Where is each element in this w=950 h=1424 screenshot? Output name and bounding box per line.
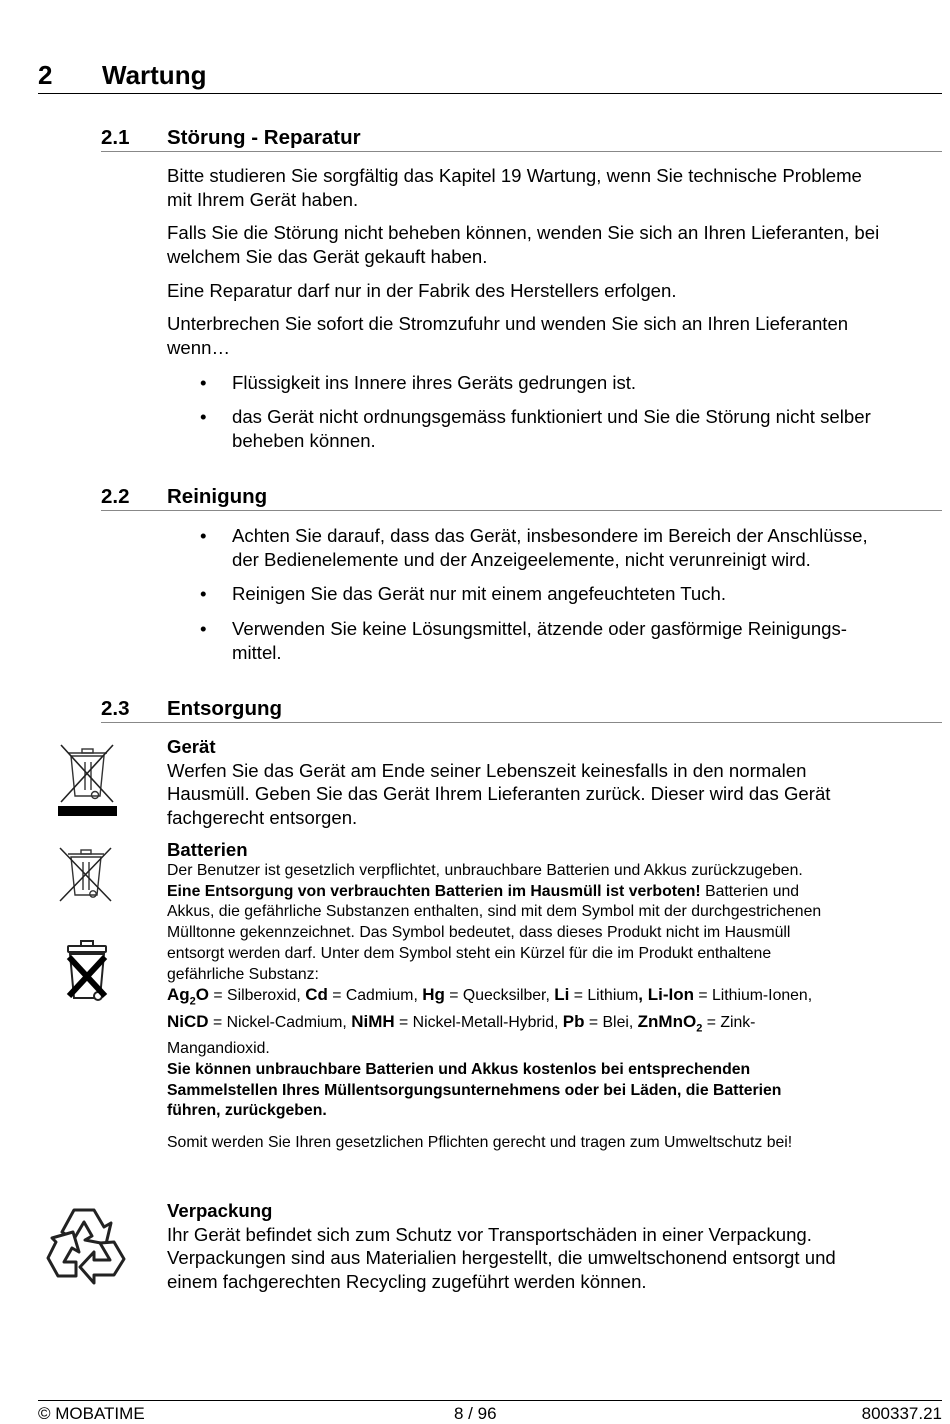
text-fragment: = Zink-	[702, 1014, 756, 1032]
section-heading-2-2	[101, 485, 942, 511]
text-line: Achten Sie darauf, dass das Gerät, insbesondere im Bereich der Anschlüsse,	[232, 525, 868, 546]
list-item	[232, 617, 937, 664]
text-line: mit Ihrem Gerät haben.	[167, 188, 359, 210]
section-title: Entsorgung	[167, 697, 283, 720]
text-fragment: = Nickel-Metall-Hybrid,	[394, 1014, 563, 1032]
text-fragment: Batterien und	[700, 882, 800, 900]
bullet: •	[200, 583, 207, 604]
text-line: Akkus, die gefährliche Substanzen enthalten, sind mit dem Symbol mit der durchgestrichenen	[167, 903, 822, 921]
substance-line	[167, 1012, 942, 1039]
text-line	[167, 882, 942, 903]
text-line: Der Benutzer ist gesetzlich verpflichtet, unbrauchbare Batterien und Akkus zurückzugeben.	[167, 862, 803, 879]
battery-bin-bold-cross-icon	[60, 938, 115, 1006]
section-number: 2.3	[101, 697, 130, 720]
section-title: Störung - Reparatur	[167, 126, 361, 149]
text-line: Verwenden Sie keine Lösungsmittel, ätzende oder gasförmige Reinigungs-	[232, 618, 848, 639]
chapter-title: Wartung	[102, 60, 207, 90]
substance-code: Hg	[422, 985, 445, 1005]
section-number: 2.1	[101, 126, 130, 149]
substance-code: Pb	[562, 1012, 585, 1032]
text-line: entsorgt werden darf. Unter dem Symbol steht ein Kürzel für die im Produkt enthaltene	[167, 944, 772, 962]
substance-code	[167, 985, 210, 1008]
text-line: gefährliche Substanz:	[167, 965, 319, 983]
text-line: Ihr Gerät befindet sich zum Schutz vor Transportschäden in einer Verpackung.	[167, 1223, 812, 1245]
text-line: Sammelstellen Ihres Müllentsorgungsunternehmens oder bei Läden, die Batterien	[167, 1081, 782, 1099]
text-line: Verpackungen sind aus Materialien hergestellt, die umweltschonend entsorgt und	[167, 1247, 836, 1268]
text-fragment: O	[195, 985, 210, 1005]
footer-rule	[38, 1400, 942, 1401]
bullet: •	[200, 618, 207, 639]
list-item: Reinigen Sie das Gerät nur mit einem angefeuchteten Tuch.	[232, 583, 727, 604]
text-line: Sie können unbrauchbare Batterien und Akkus kostenlos bei entsprechenden	[167, 1061, 751, 1078]
bullet: •	[200, 525, 207, 546]
chapter-heading	[38, 60, 942, 94]
substance-line	[167, 985, 942, 1012]
batterien-return-notice	[167, 1060, 942, 1122]
text-line: Werfen Sie das Gerät am Ende seiner Lebenszeit keinesfalls in den normalen	[167, 759, 807, 781]
batterien-text	[167, 861, 942, 1060]
text-fragment: = Lithium	[569, 987, 639, 1005]
text-fragment: = Nickel-Cadmium,	[208, 1014, 352, 1032]
substance-code: Cd	[305, 985, 328, 1005]
paragraph	[167, 221, 939, 268]
paragraph	[167, 312, 939, 359]
substance-code: , Li-Ion	[638, 985, 694, 1005]
substance-code: NiCD	[167, 1012, 209, 1032]
geraet-title: Gerät	[167, 736, 216, 757]
text-line: Unterbrechen Sie sofort die Stromzufuhr und wenden Sie sich an Ihren Lieferanten	[167, 313, 849, 334]
text-fragment: = Silberoxid,	[209, 987, 306, 1005]
geraet-block	[167, 735, 942, 829]
section-title: Reinigung	[167, 485, 268, 508]
text-fragment: = Cadmium,	[327, 987, 423, 1005]
text-line: Mangandioxid.	[167, 1040, 270, 1058]
batterien-title: Batterien	[167, 839, 248, 860]
batterien-closing: Somit werden Sie Ihren gesetzlichen Pflichten gerecht und tragen zum Umweltschutz bei!	[167, 1134, 793, 1151]
subscript: 2	[696, 1022, 703, 1035]
paragraph	[167, 164, 939, 211]
text-line: beheben können.	[232, 429, 376, 451]
recycling-icon	[40, 1200, 132, 1288]
text-line: mittel.	[232, 641, 282, 663]
text-fragment: = Lithium-Ionen,	[694, 987, 813, 1005]
text-line: einem fachgerechten Recycling zugeführt werden können.	[167, 1270, 647, 1292]
section-heading-2-1	[101, 126, 942, 152]
section-number: 2.2	[101, 485, 130, 508]
text-fragment: ZnMnO	[637, 1012, 697, 1032]
text-line: fachgerecht entsorgen.	[167, 806, 358, 828]
footer-page-number: 8 / 96	[454, 1404, 497, 1423]
text-line: das Gerät nicht ordnungsgemäss funktioniert und Sie die Störung nicht selber	[232, 406, 871, 427]
text-line: Mülltonne gekennzeichnet. Das Symbol bedeutet, dass dieses Produkt nicht im Hausmüll	[167, 924, 791, 942]
text-fragment: = Quecksilber,	[444, 987, 555, 1005]
verpackung-title: Verpackung	[167, 1200, 273, 1221]
verpackung-block	[167, 1199, 942, 1293]
section-heading-2-3	[101, 697, 942, 723]
text-line: führen, zurückgeben.	[167, 1102, 327, 1120]
bold-statement: Eine Entsorgung von verbrauchten Batterien im Hausmüll ist verboten!	[167, 882, 701, 900]
text-line: wenn…	[167, 336, 231, 358]
text-line: der Bedienelemente und der Anzeigeelemente, nicht verunreinigt wird.	[232, 548, 811, 570]
text-line: Hausmüll. Geben Sie das Gerät Ihrem Lieferanten zurück. Dieser wird das Gerät	[167, 783, 831, 804]
list-item	[232, 524, 937, 571]
text-line: welchem Sie das Gerät gekauft haben.	[167, 245, 488, 267]
bullet: •	[200, 372, 207, 393]
weee-crossed-bin-icon	[55, 740, 120, 818]
substance-code	[637, 1012, 703, 1035]
substance-code: Li	[554, 985, 570, 1005]
text-line: Falls Sie die Störung nicht beheben können, wenden Sie sich an Ihren Lieferanten, bei	[167, 222, 880, 243]
text-line: Bitte studieren Sie sorgfältig das Kapitel 19 Wartung, wenn Sie technische Probleme	[167, 165, 862, 186]
subscript: 2	[189, 995, 196, 1008]
substance-code: NiMH	[351, 1012, 395, 1032]
bullet: •	[200, 406, 207, 427]
list-item: Flüssigkeit ins Innere ihres Geräts gedrungen ist.	[232, 372, 637, 393]
text-fragment: = Blei,	[584, 1014, 638, 1032]
list-item	[232, 405, 937, 452]
footer-copyright: © MOBATIME	[38, 1404, 145, 1423]
chapter-number: 2	[38, 60, 53, 90]
paragraph: Eine Reparatur darf nur in der Fabrik des Herstellers erfolgen.	[167, 280, 677, 301]
footer-doc-number: 800337.21	[861, 1404, 942, 1423]
text-fragment: Ag	[167, 985, 190, 1005]
battery-crossed-bin-icon	[55, 845, 117, 903]
